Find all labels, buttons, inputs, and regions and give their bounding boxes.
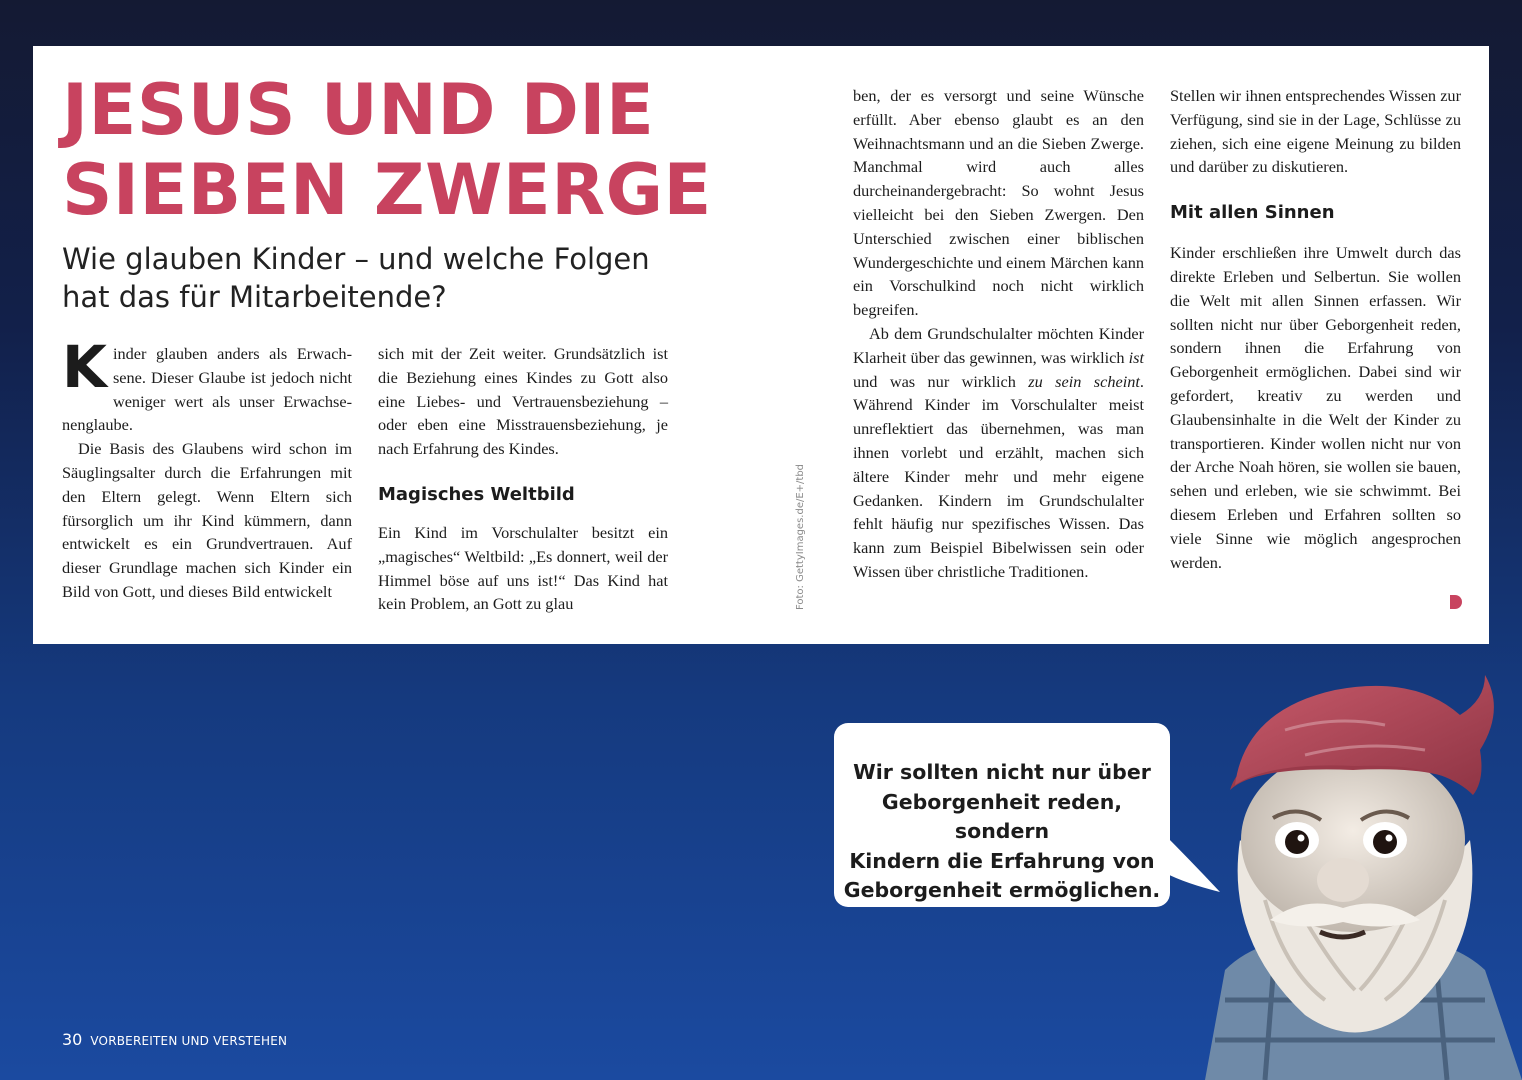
section-heading: Mit allen Sinnen <box>1170 202 1335 224</box>
quote-line: Kindern die Erfahrung von <box>849 848 1155 873</box>
quote-text <box>834 758 1170 906</box>
text-column-3 <box>853 84 1144 584</box>
paragraph <box>853 322 1144 584</box>
emphasis: zu sein scheint <box>1028 371 1140 391</box>
article-title <box>62 70 712 230</box>
title-line: SIEBEN ZWERGE <box>62 149 712 231</box>
emphasis: ist <box>1128 347 1144 367</box>
text-column-2 <box>378 342 668 616</box>
intro-paragraph <box>62 333 352 437</box>
paragraph: Kinder erschließen ihre Umwelt durch das direkte Erleben und Selbertun. Sie wollen die Welt mit allen Sinnen erfassen. Wir sollten nicht nur über Geborgenheit reden, sondern ihnen die Erfahrung von Geborgenheit ermöglichen. Dabei sind wir gefordert, kreativ zu werden und Glaubensinhalte in die Welt der Kinder zu transportieren. Kinder wollen nicht nur von der Arche Noah hören, sie wollen sie bauen, sehen und erleben, wie sie schwimmt. Bei diesem Erleben und Erfahren sollten so viele Sinne wie möglich angesprochen werden. <box>1170 243 1461 572</box>
page-footer <box>62 1030 287 1049</box>
text-column-4 <box>1170 84 1461 574</box>
quote-line: Geborgenheit ermöglichen. <box>843 878 1161 902</box>
subtitle-line: Wie glauben Kinder – und welche Folgen <box>62 242 650 276</box>
quote-line: Wir sollten nicht nur über <box>853 760 1151 784</box>
section-heading: Magisches Weltbild <box>378 483 575 505</box>
paragraph: sich mit der Zeit weiter. Grundsätzlich ist die Beziehung eines Kindes zu Gott also eine Liebes- und Vertrauensbeziehung – oder eben eine Misstrauensbeziehung, je nach Erfahrung des Kindes. <box>378 344 668 459</box>
intro-text: inder glauben anders als Erwachsene. Dieser Glaube ist jedoch nicht weniger wert als unser Erwachsenenglaube. <box>62 344 352 435</box>
section-name: VORBEREITEN UND VERSTEHEN <box>90 1034 288 1048</box>
paragraph: Stellen wir ihnen entsprechendes Wissen zur Verfügung, sind sie in der Lage, Schlüsse zu ziehen, sich eine eigene Meinung zu bilden und darüber zu diskutieren. <box>1170 86 1461 177</box>
drop-cap: K <box>62 333 107 401</box>
text-run: und was nur wirklich <box>853 371 1029 391</box>
text-column-1 <box>62 333 352 604</box>
article-subtitle <box>62 240 682 316</box>
subtitle-line: hat das für Mitarbeitende? <box>62 280 447 314</box>
quote-line: Geborgenheit reden, sondern <box>881 789 1123 843</box>
garden-gnome-icon <box>1185 670 1522 1080</box>
paragraph: ben, der es versorgt und seine Wünsche erfüllt. Aber ebenso glaubt es an den Weihnachtsmann und an die Sieben Zwerge. Manchmal wird auch alles durcheinandergebracht: So wohnt Jesus vielleicht bei den Sieben Zwergen. Den Unterschied zwischen einer biblischen Wundergeschichte und einem Märchen kann ein Vorschulkind noch nicht wirklich begreifen. <box>853 86 1144 320</box>
text-run: Ab dem Grundschulalter möchten Kinder Klarheit über das gewinnen, was wirklich <box>853 323 1144 367</box>
text-run: . Während Kinder im Vorschulalter meist unreflektiert das übernehmen, was man ihnen vorlebt und erzählt, machen sich ältere Kinder mehr und mehr eigene Gedanken. Kindern im Grundschulalter fehlt häufig nur spezifisches Wissen. Das kann zum Beispiel Bibelwissen sein oder Wissen über christliche Traditionen. <box>853 371 1144 581</box>
title-line: JESUS UND DIE <box>62 69 655 151</box>
paragraph: Ein Kind im Vorschulalter besitzt ein „magisches“ Weltbild: „Es donnert, weil der Himmel böse auf uns ist!“ Das Kind hat kein Problem, an Gott zu glau <box>378 522 668 614</box>
photo-credit: Foto: GettyImages.de/E+/tbd <box>795 463 806 610</box>
article-end-icon <box>1450 595 1462 609</box>
page-number: 30 <box>62 1030 83 1049</box>
paragraph: Die Basis des Glaubens wird schon im Säuglingsalter durch die Erfahrungen mit den Eltern gelegt. Wenn Eltern sich fürsorglich um ihr Kind kümmern, dann entwickelt es ein Grundvertrauen. Auf dieser Grundlage machen sich Kinder ein Bild von Gott, und dieses Bild entwickelt <box>62 439 352 601</box>
